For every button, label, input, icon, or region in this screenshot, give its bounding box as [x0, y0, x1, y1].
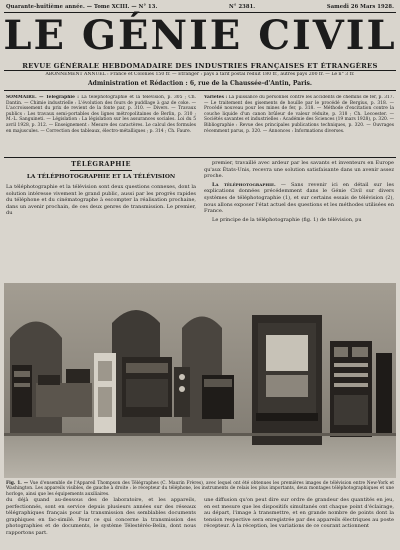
figure-caption-note: Les appareils visibles, de gauche à droite : le récepteur du téléphone, les instruments de relais les plus importants, deux montages téléphotographiques et une horloge, ainsi que les équipements auxiliaires.: [6, 486, 394, 497]
bottom-col1-text: du déjà quand au-dessous des de laboratoire, et les appareils, perfectionnés, sont en service depuis plusieurs années sur des réseaux télégraphiques français pour la transmission des semblables documents graphiques en fac-similé. Pour ce qui concerne la transmission des photographies et de documents, le système Télestéréo-Belin, dont nous rapportons part.: [6, 497, 196, 536]
article-col1-text: La téléphotographie et la télévision sont deux questions connexes, dont la solution intéresse vivement le grand public, aussi par les progrès rapides du téléphone et du cinématographe à escompter la réalisation prochaine, dans un avenir prochain, de ces deux genres de transmission. Le premier, du: [6, 184, 196, 217]
masthead-rule-mid: [4, 70, 396, 71]
masthead-subtitle: REVUE GÉNÉRALE HEBDOMADAIRE DES INDUSTRIES FRANÇAISES ET ÉTRANGÈRES: [22, 62, 378, 70]
section-underline: [70, 170, 132, 171]
issue-number: N° 2381.: [229, 4, 256, 10]
equipment-photograph: [4, 283, 396, 478]
equipment-photograph-image: [4, 283, 396, 478]
article-col2-p2-text: — Sans revenir ici en détail sur les explications données précédemment dans le Génie Civil sur divers systèmes de téléphotographie (1), et sur certains essais de télévision (2), nous allons exposer l'état actuel des questions et les méthodes utilisées en France.: [204, 181, 394, 215]
article-column-1: [6, 184, 196, 280]
figure-caption-text: Vue d'ensemble de l'Appareil Thompson des Télégraphes (C. Maurin Frères), avec lequel ont été obtenues les premières images de télévision entre New-York et Washington.: [6, 481, 394, 492]
summary-rule: [4, 157, 396, 158]
subscription-line: ABONNEMENT ANNUEL : France et Colonies 150 fr. — Étranger : pays à tarif postal réduit 180 fr., autres pays 200 fr. — Le n° 3 fr.: [45, 72, 355, 77]
masthead-title: LE GÉNIE CIVIL: [3, 12, 397, 59]
bottom-col2-text: une diffusion qu'on peut dire sur ordre de grandeur des quantités en jeu, en est mesure que les dispositifs simultanés ont chaque point d'éclairage, au départ, l'image à transmettre, et en grande nombre de points dont la tension respective sera enregistrée par des appareils électriques au poste récepteur. À la réception, les variations de ce courant actionnent: [204, 497, 394, 530]
article-col2-p1: premier, travaillé avec ardeur par les savants et inventeurs en Europe qu'aux États-Unis, recevra une solution satisfaisante dans un avenir assez proche.: [204, 160, 394, 180]
summary-left: [6, 95, 196, 155]
summary-right-text: La puissance du personnel contre les accidents de chemins de fer, p. 317. — Le traitement des gisements de houille par le procédé de Bergius, p. 318. — Procédé nouveau pour les mines de fer, p. 318. — Méthode d'excitation contre la couche liquide d'un canon brûleur de valeur réduite, p. 318 ; Ch. Lecoester. — Sociétés savantes et industrielles : Académie des Sciences (19 mars 1928), p. 320. — Bibliographie : Revue des principales publications techniques, p. 320. — Ouvrages récemment parus, p. 320. — Annonces : Informations diverses.: [204, 95, 394, 134]
summary-left-text: La téléphotographie et la télévision, p. 305 ; Ch. Dantin. — Chimie industrielle : L'évolution des fours de puddlage à gaz de coke. — L'accroissement du prix de revient de la fonte par, p. 310. — Divers. — Travaux publics : Les travaux semi-portables des lignes métropolitaines de Berlin, p. 310 ; M.-L. Sanguineti. — Législation : La législation sur les assurances sociales. Loi du 5 avril 1928, p. 312. — Enseignement : Mesure des caractères. Le calcul des formules en majuscules. — Correction des tableaux, électro-métalliques ; p. 314 ; Ch. Faure.: [6, 95, 196, 134]
bottom-column-2: [204, 497, 394, 549]
issue-year: Quarante-huitième année. — Tome XCIII. — N° 13.: [6, 4, 158, 10]
section-heading: TÉLÉGRAPHIE: [71, 160, 131, 168]
summary-right: [204, 95, 394, 155]
figure-caption: [6, 481, 394, 497]
article-col2-p2: [204, 182, 394, 215]
figure-caption-lead: Fig. 1. —: [6, 481, 29, 486]
article-col2-p2-lead: La téléphotographie.: [212, 181, 276, 188]
article-title: LA TÉLÉPHOTOGRAPHIE ET LA TÉLÉVISION: [26, 174, 176, 180]
article-column-2: [204, 160, 394, 280]
bottom-column-1: [6, 497, 196, 549]
masthead-top-line: [0, 4, 400, 10]
issue-date: Samedi 26 Mars 1928.: [326, 4, 394, 10]
masthead-rule-bottom: [4, 90, 396, 91]
summary-left-lead: SOMMAIRE. — Télégraphie :: [6, 95, 79, 100]
administration-line: Administration et Rédaction : 6, rue de la Chaussée-d'Antin, Paris.: [87, 80, 313, 87]
summary-right-lead: Variétés :: [204, 95, 228, 100]
article-col2-p3: Le principe de la téléphotographie (fig. 1) de télévision, pu: [212, 216, 362, 223]
